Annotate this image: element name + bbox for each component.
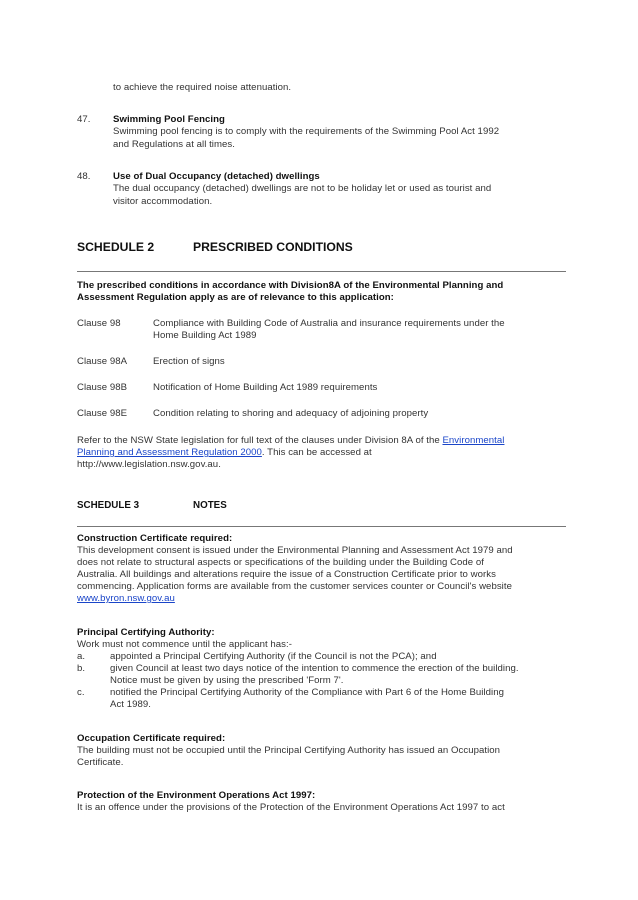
refer-post-text: . This can be accessed at xyxy=(261,447,372,458)
schedule-2-label: SCHEDULE 2 xyxy=(77,240,155,254)
occupation-certificate-text-2: Certificate. xyxy=(77,757,124,768)
schedule-2-intro-2: Assessment Regulation apply as are of relevance to this application: xyxy=(77,292,394,303)
pca-item-b-label: b. xyxy=(77,663,86,674)
poeo-text-1: It is an offence under the provisions of the Protection of the Environment Operations Act 1997 to act xyxy=(77,802,505,813)
pca-intro: Work must not commence until the applicant has:- xyxy=(77,639,292,650)
condition-47-heading: Swimming Pool Fencing xyxy=(113,114,225,125)
pca-item-a-text: appointed a Principal Certifying Authority (if the Council is not the PCA); and xyxy=(110,651,437,662)
pca-item-c-text-2: Act 1989. xyxy=(110,699,151,710)
legislation-url: http://www.legislation.nsw.gov.au. xyxy=(77,459,221,470)
condition-48-number: 48. xyxy=(77,171,91,182)
schedule-3-divider xyxy=(77,526,566,527)
construction-certificate-heading: Construction Certificate required: xyxy=(77,533,233,544)
schedule-3-title: NOTES xyxy=(193,500,227,511)
schedule-2-intro-1: The prescribed conditions in accordance with Division8A of the Environmental Planning and xyxy=(77,280,504,291)
refer-text: Refer to the NSW State legislation for full text of the clauses under Division 8A of the xyxy=(77,435,443,446)
construction-certificate-text-1: This development consent is issued under the Environmental Planning and Assessment Act 1979 and xyxy=(77,545,513,556)
poeo-heading: Protection of the Environment Operations Act 1997: xyxy=(77,790,316,801)
occupation-certificate-text-1: The building must not be occupied until the Principal Certifying Authority has issued an Occupation xyxy=(77,745,501,756)
condition-47-text-1: Swimming pool fencing is to comply with the requirements of the Swimming Pool Act 1992 xyxy=(113,126,500,137)
clause-98e-text: Condition relating to shoring and adequacy of adjoining property xyxy=(153,408,429,419)
construction-certificate-link-line xyxy=(77,593,175,606)
clause-98-text-1: Compliance with Building Code of Australia and insurance requirements under the xyxy=(153,318,505,329)
occupation-certificate-heading: Occupation Certificate required: xyxy=(77,733,226,744)
condition-47-text-2: and Regulations at all times. xyxy=(113,139,235,150)
clause-98a-text: Erection of signs xyxy=(153,356,225,367)
clause-98b-label: Clause 98B xyxy=(77,382,128,393)
pca-item-b-text-1: given Council at least two days notice of the intention to commence the erection of the building. xyxy=(110,663,519,674)
schedule-2-divider xyxy=(77,271,566,272)
pca-item-a-label: a. xyxy=(77,651,86,662)
carryover-text: to achieve the required noise attenuation. xyxy=(113,82,292,93)
construction-certificate-text-4: commencing. Application forms are available from the customer services counter or Council's website xyxy=(77,581,512,592)
condition-47-number: 47. xyxy=(77,114,91,125)
condition-48-text-2: visitor accommodation. xyxy=(113,196,213,207)
clause-98-text-2: Home Building Act 1989 xyxy=(153,330,257,341)
schedule-2-title: PRESCRIBED CONDITIONS xyxy=(193,240,353,254)
condition-48-text-1: The dual occupancy (detached) dwellings are not to be holiday let or used as tourist and xyxy=(113,183,492,194)
clause-98b-text: Notification of Home Building Act 1989 requirements xyxy=(153,382,378,393)
construction-certificate-text-3: Australia. All buildings and alterations require the issue of a Construction Certificate prior to works xyxy=(77,569,496,580)
refer-line-1 xyxy=(77,435,566,448)
regulation-link-continued[interactable]: Planning and Assessment Regulation 2000 xyxy=(77,447,262,458)
pca-item-c-text-1: notified the Principal Certifying Authority of the Compliance with Part 6 of the Home Building xyxy=(110,687,504,698)
schedule-3-label: SCHEDULE 3 xyxy=(77,500,140,511)
council-website-link[interactable]: www.byron.nsw.gov.au xyxy=(77,593,175,604)
pca-item-c-label: c. xyxy=(77,687,85,698)
construction-certificate-text-2: does not relate to structural aspects or specifications of the building under the Building Code of xyxy=(77,557,485,568)
regulation-link[interactable]: Environmental xyxy=(442,435,505,446)
clause-98e-label: Clause 98E xyxy=(77,408,128,419)
clause-98-label: Clause 98 xyxy=(77,318,121,329)
condition-48-heading: Use of Dual Occupancy (detached) dwellings xyxy=(113,171,320,182)
pca-heading: Principal Certifying Authority: xyxy=(77,627,215,638)
pca-item-b-text-2: Notice must be given by using the prescribed 'Form 7'. xyxy=(110,675,344,686)
refer-line-2 xyxy=(77,447,372,460)
clause-98a-label: Clause 98A xyxy=(77,356,128,367)
